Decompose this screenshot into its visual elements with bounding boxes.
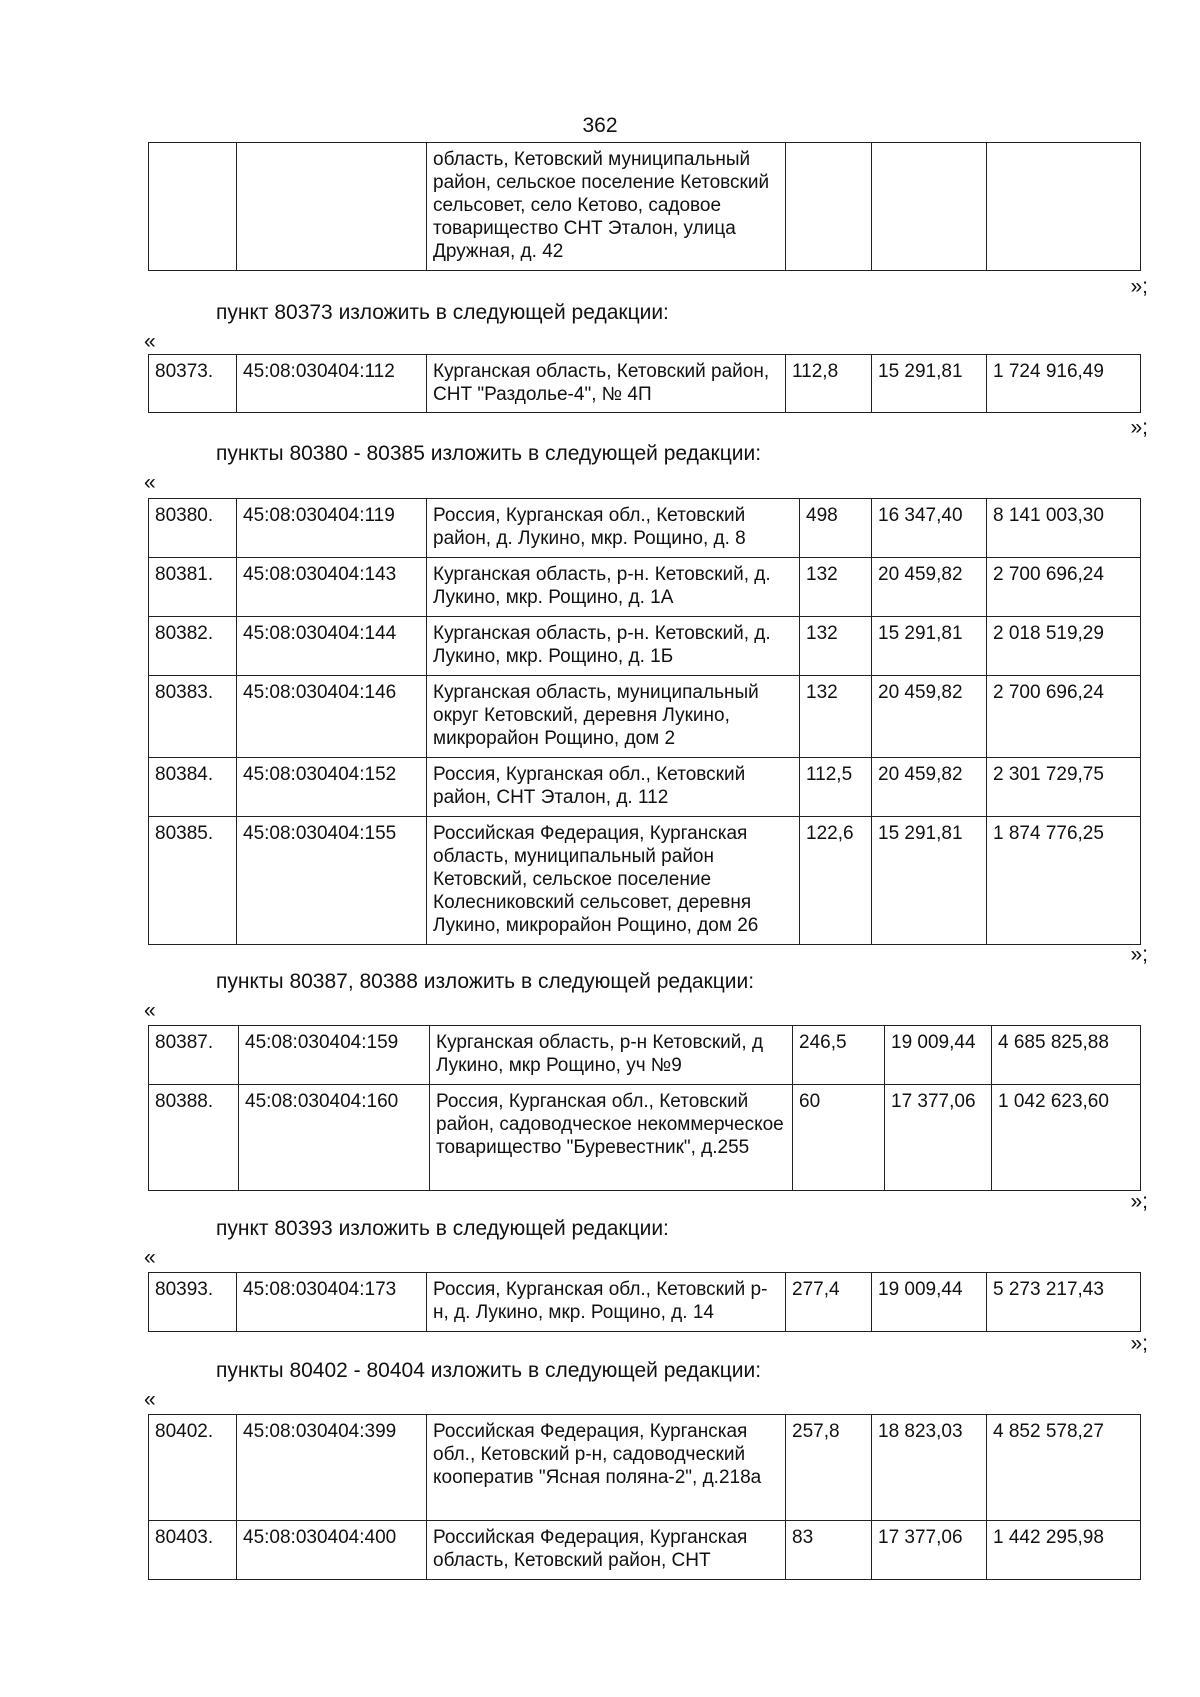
cell-cadastral: 45:08:030404:152 — [237, 758, 427, 817]
cell-cadastral: 45:08:030404:160 — [239, 1085, 430, 1191]
cell-price: 15 291,81 — [872, 617, 987, 676]
amendment-table — [148, 354, 1141, 413]
cell-address: Российская Федерация, Курганская область, муниципальный район Кетовский, сельское поселение Колесниковский сельсовет, деревня Лукино, микрорайон Рощино, дом 26 — [427, 817, 800, 945]
cell-cadastral: 45:08:030404:112 — [237, 355, 427, 413]
opening-quote: « — [144, 471, 156, 494]
cell-price: 17 377,06 — [872, 1521, 987, 1580]
cell-address: Курганская область, Кетовский район, СНТ "Раздолье-4", № 4П — [427, 355, 786, 413]
opening-quote: « — [144, 330, 156, 353]
cell-area: 257,8 — [786, 1415, 872, 1521]
cell-cadastral: 45:08:030404:119 — [237, 499, 427, 558]
amendment-table — [148, 1025, 1141, 1191]
opening-quote: « — [144, 999, 156, 1022]
amendment-table-block — [148, 1414, 1140, 1580]
cell-value: 1 042 623,60 — [992, 1085, 1141, 1191]
cell-area: 132 — [800, 558, 872, 617]
cell-area: 60 — [793, 1085, 885, 1191]
cell-cadastral — [237, 143, 427, 271]
cell-address: Курганская область, р-н Кетовский, д Лукино, мкр Рощино, уч №9 — [430, 1026, 793, 1085]
cell-area: 277,4 — [786, 1273, 872, 1332]
table-row — [149, 1521, 1141, 1580]
cell-price: 17 377,06 — [885, 1085, 992, 1191]
continued-table — [148, 142, 1141, 271]
cell-cadastral: 45:08:030404:155 — [237, 817, 427, 945]
closing-quote: »; — [1130, 1332, 1148, 1355]
cell-num: 80380. — [149, 499, 237, 558]
cell-area: 112,8 — [786, 355, 872, 413]
table-row — [149, 758, 1141, 817]
cell-area: 83 — [786, 1521, 872, 1580]
cell-area: 132 — [800, 676, 872, 758]
table-row — [149, 558, 1141, 617]
table-row — [149, 355, 1141, 413]
cell-address: Российская Федерация, Курганская область, Кетовский район, СНТ — [427, 1521, 786, 1580]
table-row — [149, 1415, 1141, 1521]
table-row — [149, 617, 1141, 676]
cell-num — [149, 143, 237, 271]
cell-address: Россия, Курганская обл., Кетовский район, СНТ Эталон, д. 112 — [427, 758, 800, 817]
cell-value: 5 273 217,43 — [987, 1273, 1141, 1332]
closing-quote: »; — [1130, 416, 1148, 439]
cell-cadastral: 45:08:030404:173 — [237, 1273, 427, 1332]
cell-cadastral: 45:08:030404:144 — [237, 617, 427, 676]
table-row — [149, 1085, 1141, 1191]
cell-price: 19 009,44 — [872, 1273, 987, 1332]
cell-address: Российская Федерация, Курганская обл., Кетовский р-н, садоводческий кооператив "Ясная поляна-2", д.218а — [427, 1415, 786, 1521]
cell-value: 4 852 578,27 — [987, 1415, 1141, 1521]
cell-address: область, Кетовский муниципальный район, сельское поселение Кетовский сельсовет, село Кетово, садовое товарищество СНТ Эталон, улица Дружная, д. 42 — [427, 143, 786, 271]
table-row — [149, 499, 1141, 558]
amendment-table — [148, 498, 1141, 945]
cell-num: 80385. — [149, 817, 237, 945]
amendment-table-block — [148, 498, 1140, 945]
cell-address: Курганская область, муниципальный округ Кетовский, деревня Лукино, микрорайон Рощино, дом 2 — [427, 676, 800, 758]
amendment-heading: пункты 80402 - 80404 изложить в следующей редакции: — [216, 1359, 762, 1382]
cell-address: Россия, Курганская обл., Кетовский район, садоводческое некоммерческое товарищество "Буревестник", д.255 — [430, 1085, 793, 1191]
cell-price: 15 291,81 — [872, 355, 987, 413]
table-row — [149, 1026, 1141, 1085]
cell-num: 80373. — [149, 355, 237, 413]
cell-cadastral: 45:08:030404:143 — [237, 558, 427, 617]
cell-cadastral: 45:08:030404:400 — [237, 1521, 427, 1580]
amendment-heading: пункты 80387, 80388 изложить в следующей редакции: — [216, 970, 755, 993]
cell-value: 1 724 916,49 — [987, 355, 1141, 413]
cell-value: 1 442 295,98 — [987, 1521, 1141, 1580]
cell-address: Курганская область, р-н. Кетовский, д. Лукино, мкр. Рощино, д. 1А — [427, 558, 800, 617]
amendment-table — [148, 1272, 1141, 1332]
cell-num: 80393. — [149, 1273, 237, 1332]
cell-price: 20 459,82 — [872, 758, 987, 817]
continued-table-block — [148, 142, 1140, 271]
table-row — [149, 143, 1141, 271]
table-row — [149, 817, 1141, 945]
table-row — [149, 1273, 1141, 1332]
amendment-table-block — [148, 354, 1140, 413]
cell-num: 80382. — [149, 617, 237, 676]
cell-address: Россия, Курганская обл., Кетовский район, д. Лукино, мкр. Рощино, д. 8 — [427, 499, 800, 558]
cell-address: Россия, Курганская обл., Кетовский р-н, д. Лукино, мкр. Рощино, д. 14 — [427, 1273, 786, 1332]
cell-num: 80387. — [149, 1026, 239, 1085]
cell-value: 4 685 825,88 — [992, 1026, 1141, 1085]
cell-area: 498 — [800, 499, 872, 558]
cell-num: 80383. — [149, 676, 237, 758]
cell-area: 132 — [800, 617, 872, 676]
cell-price: 19 009,44 — [885, 1026, 992, 1085]
cell-area: 112,5 — [800, 758, 872, 817]
amendment-heading: пункт 80373 изложить в следующей редакции: — [216, 301, 669, 324]
cell-price: 20 459,82 — [872, 558, 987, 617]
cell-value: 2 301 729,75 — [987, 758, 1141, 817]
cell-value: 2 700 696,24 — [987, 676, 1141, 758]
opening-quote: « — [144, 1246, 156, 1269]
cell-price: 15 291,81 — [872, 817, 987, 945]
amendment-heading: пункт 80393 изложить в следующей редакции: — [216, 1217, 669, 1240]
cell-price: 16 347,40 — [872, 499, 987, 558]
amendment-table — [148, 1414, 1141, 1580]
cell-num: 80381. — [149, 558, 237, 617]
cell-value: 8 141 003,30 — [987, 499, 1141, 558]
cell-price: 18 823,03 — [872, 1415, 987, 1521]
amendment-heading: пункты 80380 - 80385 изложить в следующей редакции: — [216, 442, 762, 465]
closing-quote: »; — [1130, 1190, 1148, 1213]
cell-area: 122,6 — [800, 817, 872, 945]
cell-num: 80402. — [149, 1415, 237, 1521]
cell-num: 80388. — [149, 1085, 239, 1191]
cell-value: 1 874 776,25 — [987, 817, 1141, 945]
amendment-table-block — [148, 1025, 1140, 1191]
cell-area — [786, 143, 872, 271]
cell-price — [872, 143, 987, 271]
opening-quote: « — [144, 1388, 156, 1411]
closing-quote: »; — [1130, 275, 1148, 298]
cell-num: 80384. — [149, 758, 237, 817]
page-number: 362 — [582, 114, 618, 137]
table-row — [149, 676, 1141, 758]
cell-num: 80403. — [149, 1521, 237, 1580]
cell-address: Курганская область, р-н. Кетовский, д. Лукино, мкр. Рощино, д. 1Б — [427, 617, 800, 676]
cell-value: 2 018 519,29 — [987, 617, 1141, 676]
cell-area: 246,5 — [793, 1026, 885, 1085]
cell-value — [987, 143, 1141, 271]
cell-cadastral: 45:08:030404:399 — [237, 1415, 427, 1521]
cell-cadastral: 45:08:030404:146 — [237, 676, 427, 758]
cell-value: 2 700 696,24 — [987, 558, 1141, 617]
amendment-table-block — [148, 1272, 1140, 1332]
cell-cadastral: 45:08:030404:159 — [239, 1026, 430, 1085]
cell-price: 20 459,82 — [872, 676, 987, 758]
closing-quote: »; — [1130, 943, 1148, 966]
